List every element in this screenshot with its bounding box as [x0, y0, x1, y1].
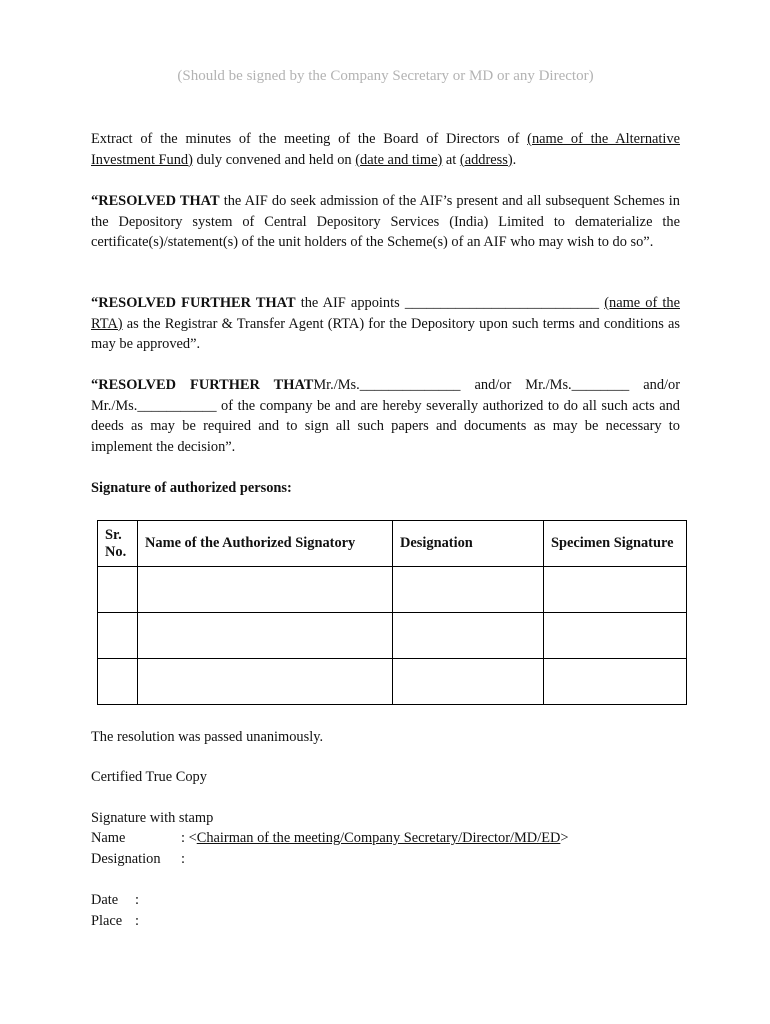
name-value: Chairman of the meeting/Company Secretary/Director/MD/ED: [196, 830, 561, 846]
table-cell[interactable]: [138, 659, 393, 705]
resolution-2: [91, 293, 680, 355]
header-signatory-name: Name of the Authorized Signatory: [138, 521, 393, 567]
resolution-3-lead: “RESOLVED FURTHER THAT: [91, 377, 314, 393]
table-cell[interactable]: [98, 567, 138, 613]
header-designation: Designation: [393, 521, 544, 567]
address-placeholder: (address): [459, 151, 513, 168]
extract-text-3: at: [442, 151, 460, 168]
place-line: [91, 911, 139, 932]
table-row: [98, 659, 687, 705]
resolution-2-text-1: the AIF appoints ___________________________: [295, 295, 605, 311]
place-label: Place: [91, 913, 123, 929]
extract-text-1: Extract of the minutes of the meeting of the Board of Directors of: [91, 131, 528, 147]
signing-note: (Should be signed by the Company Secretary or MD or any Director): [177, 68, 594, 84]
resolution-3-text: Mr./Ms.______________ and/or Mr./Ms.________ and/or Mr./Ms.___________ of the company be and are hereby severally authorized to do all such acts and deeds as may be required and to sign all such papers and documents as may be necessary to implement the decision”.: [91, 377, 680, 455]
rta-name-placeholder: (name of the RTA): [91, 295, 680, 332]
resolution-2-lead: “RESOLVED FURTHER THAT: [91, 295, 296, 311]
table-row: [98, 613, 687, 659]
resolution-passed: The resolution was passed unanimously.: [91, 729, 324, 745]
aif-name-placeholder: (name of the Alternative Investment Fund): [91, 131, 680, 168]
extract-paragraph: [91, 129, 680, 170]
name-suffix: >: [560, 830, 569, 846]
certified-true-copy: Certified True Copy: [91, 769, 207, 785]
header-specimen-signature: Specimen Signature: [544, 521, 687, 567]
name-label: Name: [91, 830, 126, 846]
name-line: [91, 828, 569, 849]
table-cell[interactable]: [544, 613, 687, 659]
resolution-3: [91, 375, 680, 457]
date-value: :: [135, 892, 139, 908]
table-cell[interactable]: [98, 613, 138, 659]
designation-line: [91, 849, 185, 870]
table-cell[interactable]: [98, 659, 138, 705]
table-row: [98, 567, 687, 613]
resolution-1-lead: “RESOLVED THAT: [91, 193, 220, 209]
resolution-1-text: the AIF do seek admission of the AIF’s present and all subsequent Schemes in the Depository system of Central Depository Services (India) Limited to dematerialize the certificate(s)/statement(s) of the unit holders of the Scheme(s) of an AIF who may wish to do so”.: [91, 193, 680, 250]
resolution-1: [91, 191, 680, 253]
table-cell[interactable]: [138, 567, 393, 613]
table-cell[interactable]: [393, 659, 544, 705]
date-line: [91, 890, 139, 911]
table-cell[interactable]: [138, 613, 393, 659]
table-header-row: [98, 521, 687, 567]
place-value: :: [135, 913, 139, 929]
table-cell[interactable]: [544, 659, 687, 705]
extract-text-4: .: [512, 151, 517, 168]
header-sr-no: Sr. No.: [98, 521, 138, 567]
designation-label: Designation: [91, 851, 161, 867]
name-prefix: : <: [181, 830, 197, 846]
table-cell[interactable]: [393, 613, 544, 659]
table-cell[interactable]: [393, 567, 544, 613]
date-time-placeholder: (date and time): [355, 151, 443, 168]
signatory-table: [97, 520, 687, 705]
signature-heading: Signature of authorized persons:: [91, 480, 292, 496]
resolution-2-text-2: as the Registrar & Transfer Agent (RTA) for the Depository upon such terms and conditions as may be approved”.: [91, 315, 680, 352]
designation-value: :: [181, 851, 185, 867]
extract-text-2: duly convened and held on: [192, 151, 356, 168]
signature-with-stamp: Signature with stamp: [91, 810, 214, 826]
date-label: Date: [91, 892, 119, 908]
table-cell[interactable]: [544, 567, 687, 613]
